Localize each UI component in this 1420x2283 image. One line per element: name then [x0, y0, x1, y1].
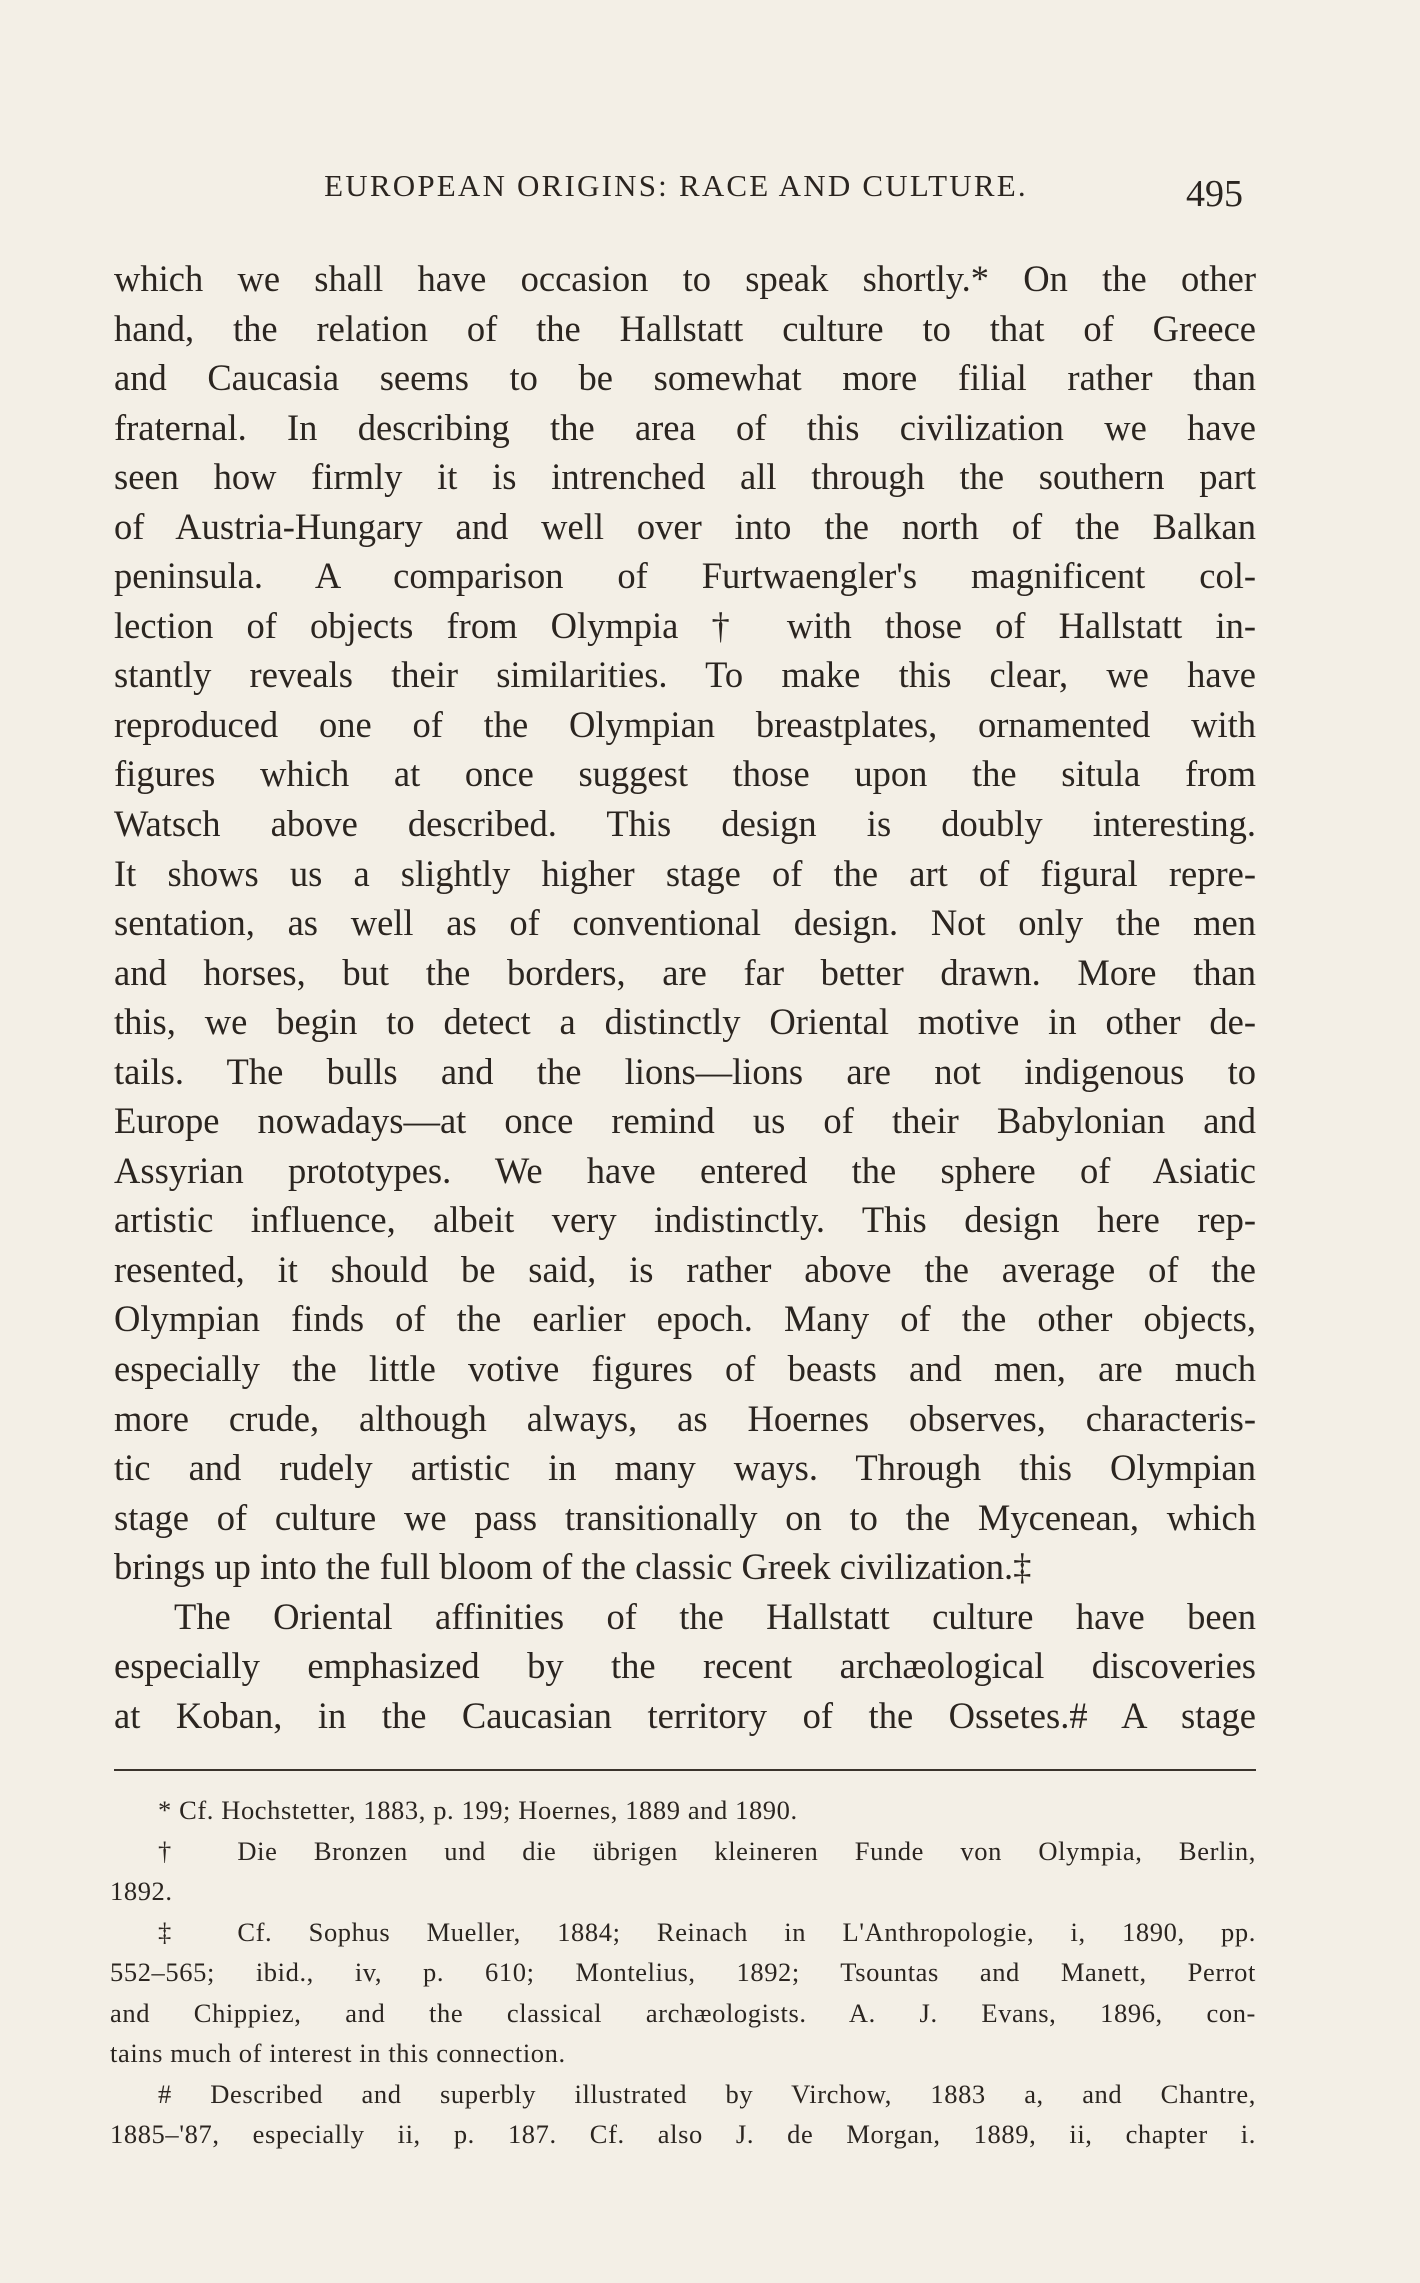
footnote-line: and Chippiez, and the classical archæologists. A. J. Evans, 1896, con- [110, 1997, 1256, 2028]
text-line: and Caucasia seems to be somewhat more filial rather than [114, 357, 1256, 399]
text-line: more crude, although always, as Hoernes observes, characteris- [114, 1397, 1256, 1439]
footnote-line: tains much of interest in this connection. [110, 2038, 566, 2068]
text-line: peninsula. A comparison of Furtwaengler's magnificent col- [114, 555, 1256, 597]
footnote-line: * Cf. Hochstetter, 1883, p. 199; Hoernes, 1889 and 1890. [158, 1795, 798, 1825]
footnote-line: 1885–'87, especially ii, p. 187. Cf. also J. de Morgan, 1889, ii, chapter i. [110, 2119, 1256, 2149]
text-line: fraternal. In describing the area of this civilization we have [114, 406, 1256, 448]
text-line: especially the little votive figures of beasts and men, are much [114, 1348, 1256, 1390]
footnote-line: 552–565; ibid., iv, p. 610; Montelius, 1892; Tsountas and Manett, Perrot [110, 1957, 1256, 1987]
page-number: 495 [1186, 173, 1243, 215]
text-line: reproduced one of the Olympian breastplates, ornamented with [114, 703, 1256, 745]
footnote-line: † Die Bronzen und die übrigen kleineren Funde von Olympia, Berlin, [158, 1835, 1256, 1866]
running-head: EUROPEAN ORIGINS: RACE AND CULTURE. [324, 168, 1028, 203]
text-line: seen how firmly it is intrenched all through the southern part [114, 456, 1256, 498]
text-line: Europe nowadays—at once remind us of their Babylonian and [114, 1100, 1256, 1142]
footnote-rule [114, 1769, 1256, 1771]
text-line: stage of culture we pass transitionally on to the Mycenean, which [114, 1496, 1256, 1538]
text-line: The Oriental affinities of the Hallstatt culture have been [174, 1595, 1256, 1637]
text-line: tails. The bulls and the lions—lions are not indigenous to [114, 1050, 1256, 1092]
text-line: brings up into the full bloom of the classic Greek civilization.‡ [114, 1546, 1032, 1588]
text-line: Assyrian prototypes. We have entered the sphere of Asiatic [114, 1149, 1256, 1191]
footnote-line: # Described and superbly illustrated by Virchow, 1883 a, and Chantre, [158, 2078, 1256, 2109]
text-line: lection of objects from Olympia † with those of Hallstatt in- [114, 604, 1256, 646]
text-line: sentation, as well as of conventional design. Not only the men [114, 902, 1256, 944]
text-line: figures which at once suggest those upon the situla from [114, 753, 1256, 795]
text-line: especially emphasized by the recent archæological discoveries [114, 1645, 1256, 1687]
text-line: It shows us a slightly higher stage of the art of figural repre- [114, 852, 1256, 894]
text-line: stantly reveals their similarities. To make this clear, we have [114, 654, 1256, 696]
footnote-line: ‡ Cf. Sophus Mueller, 1884; Reinach in L'Anthropologie, i, 1890, pp. [158, 1916, 1256, 1947]
text-line: and horses, but the borders, are far better drawn. More than [114, 951, 1256, 993]
text-line: resented, it should be said, is rather above the average of the [114, 1248, 1256, 1290]
text-line: tic and rudely artistic in many ways. Through this Olympian [114, 1447, 1256, 1489]
text-line: Olympian finds of the earlier epoch. Many of the other objects, [114, 1298, 1256, 1340]
text-line: hand, the relation of the Hallstatt culture to that of Greece [114, 307, 1256, 349]
text-line: Watsch above described. This design is doubly interesting. [114, 803, 1256, 845]
text-line: artistic influence, albeit very indistinctly. This design here rep- [114, 1199, 1256, 1241]
text-line: this, we begin to detect a distinctly Oriental motive in other de- [114, 1001, 1256, 1043]
body-text [114, 254, 1256, 1740]
footnote-line: 1892. [110, 1876, 173, 1906]
text-line: of Austria-Hungary and well over into the north of the Balkan [114, 505, 1256, 547]
footnotes [110, 1790, 1256, 2155]
text-line: at Koban, in the Caucasian territory of the Ossetes.# A stage [114, 1694, 1256, 1736]
text-line: which we shall have occasion to speak shortly.* On the other [114, 258, 1256, 299]
